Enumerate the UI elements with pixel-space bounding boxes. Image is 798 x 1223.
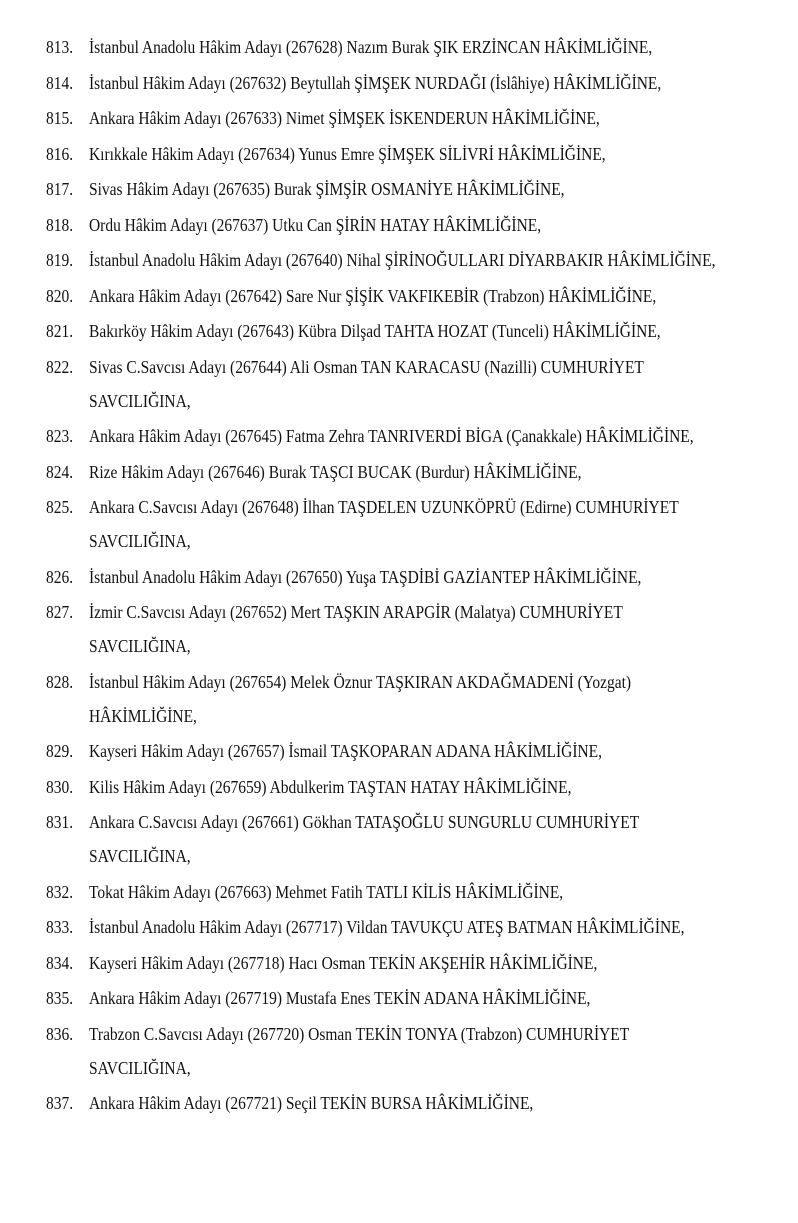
item-number: 814. [46, 72, 74, 93]
item-text: Ankara Hâkim Adayı (267642) Sare Nur ŞİŞİK VAKFIKEBİR (Trabzon) HÂKİMLİĞİNE, [89, 285, 657, 306]
item-text-continuation: SAVCILIĞINA, [89, 846, 191, 866]
item-number: 823. [46, 426, 74, 446]
list-item [0, 1093, 798, 1113]
item-text: İstanbul Hâkim Adayı (267654) Melek Öznur TAŞKIRAN AKDAĞMADENİ (Yozgat) [89, 671, 632, 692]
item-text-continuation: SAVCILIĞINA, [89, 390, 191, 411]
list-item [0, 37, 798, 57]
item-text: Ankara Hâkim Adayı (267633) Nimet ŞİMŞEK İSKENDERUN HÂKİMLİĞİNE, [89, 108, 600, 128]
list-item [0, 357, 798, 411]
list-item [0, 741, 798, 761]
item-text: Ankara C.Savcısı Adayı (267661) Gökhan TATAŞOĞLU SUNGURLU CUMHURİYET [89, 812, 640, 832]
item-text: İzmir C.Savcısı Adayı (267652) Mert TAŞKIN ARAPGİR (Malatya) CUMHURİYET [89, 602, 623, 622]
item-number: 825. [46, 497, 74, 517]
item-number: 833. [46, 917, 74, 937]
item-text-continuation: SAVCILIĞINA, [89, 1057, 191, 1078]
item-number: 816. [46, 143, 74, 164]
list-item [0, 917, 798, 937]
item-number: 835. [46, 988, 74, 1008]
list-item [0, 321, 798, 341]
item-text: Kilis Hâkim Adayı (267659) Abdulkerim TAŞTAN HATAY HÂKİMLİĞİNE, [89, 776, 572, 797]
list-item [0, 250, 798, 270]
item-text: Kayseri Hâkim Adayı (267718) Hacı Osman TEKİN AKŞEHİR HÂKİMLİĞİNE, [89, 952, 598, 973]
item-text: Ankara Hâkim Adayı (267721) Seçil TEKİN BURSA HÂKİMLİĞİNE, [89, 1093, 534, 1113]
list-item [0, 882, 798, 902]
list-item [0, 988, 798, 1008]
item-number: 836. [46, 1023, 74, 1044]
list-item [0, 73, 798, 93]
item-number: 826. [46, 566, 74, 587]
item-text: Ordu Hâkim Adayı (267637) Utku Can ŞİRİN HATAY HÂKİMLİĞİNE, [89, 214, 542, 235]
list-item [0, 777, 798, 797]
list-item [0, 1024, 798, 1078]
item-text: İstanbul Hâkim Adayı (267632) Beytullah ŞİMŞEK NURDAĞI (İslâhiye) HÂKİMLİĞİNE, [89, 72, 662, 93]
item-text: Ankara Hâkim Adayı (267645) Fatma Zehra TANRIVERDİ BİGA (Çanakkale) HÂKİMLİĞİNE, [89, 426, 694, 446]
list-item [0, 215, 798, 235]
item-text-continuation: SAVCILIĞINA, [89, 531, 191, 551]
item-number: 824. [46, 461, 74, 482]
item-text: İstanbul Anadolu Hâkim Adayı (267640) Nihal ŞİRİNOĞULLARI DİYARBAKIR HÂKİMLİĞİNE, [89, 250, 716, 270]
item-number: 827. [46, 602, 74, 622]
item-text: Bakırköy Hâkim Adayı (267643) Kübra Dilşad TAHTA HOZAT (Tunceli) HÂKİMLİĞİNE, [89, 321, 661, 341]
item-text: Tokat Hâkim Adayı (267663) Mehmet Fatih TATLI KİLİS HÂKİMLİĞİNE, [89, 881, 564, 902]
item-text: İstanbul Anadolu Hâkim Adayı (267650) Yuşa TAŞDİBİ GAZİANTEP HÂKİMLİĞİNE, [89, 566, 642, 587]
item-text: Sivas Hâkim Adayı (267635) Burak ŞİMŞİR OSMANİYE HÂKİMLİĞİNE, [89, 179, 565, 199]
list-item [0, 462, 798, 482]
item-number: 818. [46, 214, 74, 235]
item-text: Kayseri Hâkim Adayı (267657) İsmail TAŞKOPARAN ADANA HÂKİMLİĞİNE, [89, 741, 603, 761]
list-item [0, 497, 798, 551]
item-number: 817. [46, 179, 74, 199]
item-text-continuation: HÂKİMLİĞİNE, [89, 705, 197, 726]
list-item [0, 602, 798, 656]
list-item [0, 108, 798, 128]
item-number: 815. [46, 108, 74, 128]
item-number: 813. [46, 37, 74, 57]
list-item [0, 426, 798, 446]
item-text: İstanbul Anadolu Hâkim Adayı (267717) Vildan TAVUKÇU ATEŞ BATMAN HÂKİMLİĞİNE, [89, 917, 685, 937]
item-number: 829. [46, 741, 74, 761]
item-text-continuation: SAVCILIĞINA, [89, 636, 191, 656]
list-item [0, 144, 798, 164]
item-number: 821. [46, 321, 74, 341]
list-item [0, 812, 798, 866]
item-text: Sivas C.Savcısı Adayı (267644) Ali Osman TAN KARACASU (Nazilli) CUMHURİYET [89, 356, 644, 377]
item-number: 819. [46, 250, 74, 270]
item-number: 834. [46, 952, 74, 973]
list-item [0, 953, 798, 973]
list-item [0, 672, 798, 726]
item-text: Rize Hâkim Adayı (267646) Burak TAŞCI BUCAK (Burdur) HÂKİMLİĞİNE, [89, 461, 582, 482]
item-number: 830. [46, 776, 74, 797]
item-text: İstanbul Anadolu Hâkim Adayı (267628) Nazım Burak ŞIK ERZİNCAN HÂKİMLİĞİNE, [89, 37, 653, 57]
item-number: 828. [46, 671, 74, 692]
item-number: 832. [46, 881, 74, 902]
item-text: Ankara Hâkim Adayı (267719) Mustafa Enes TEKİN ADANA HÂKİMLİĞİNE, [89, 988, 591, 1008]
list-item [0, 179, 798, 199]
item-number: 831. [46, 812, 74, 832]
item-number: 822. [46, 356, 74, 377]
list-item [0, 286, 798, 306]
list-item [0, 567, 798, 587]
item-text: Trabzon C.Savcısı Adayı (267720) Osman TEKİN TONYA (Trabzon) CUMHURİYET [89, 1023, 630, 1044]
item-text: Kırıkkale Hâkim Adayı (267634) Yunus Emre ŞİMŞEK SİLİVRİ HÂKİMLİĞİNE, [89, 143, 606, 164]
item-text: Ankara C.Savcısı Adayı (267648) İlhan TAŞDELEN UZUNKÖPRÜ (Edirne) CUMHURİYET [89, 497, 679, 517]
item-number: 820. [46, 285, 74, 306]
appointment-list [0, 37, 798, 1129]
item-number: 837. [46, 1093, 74, 1113]
